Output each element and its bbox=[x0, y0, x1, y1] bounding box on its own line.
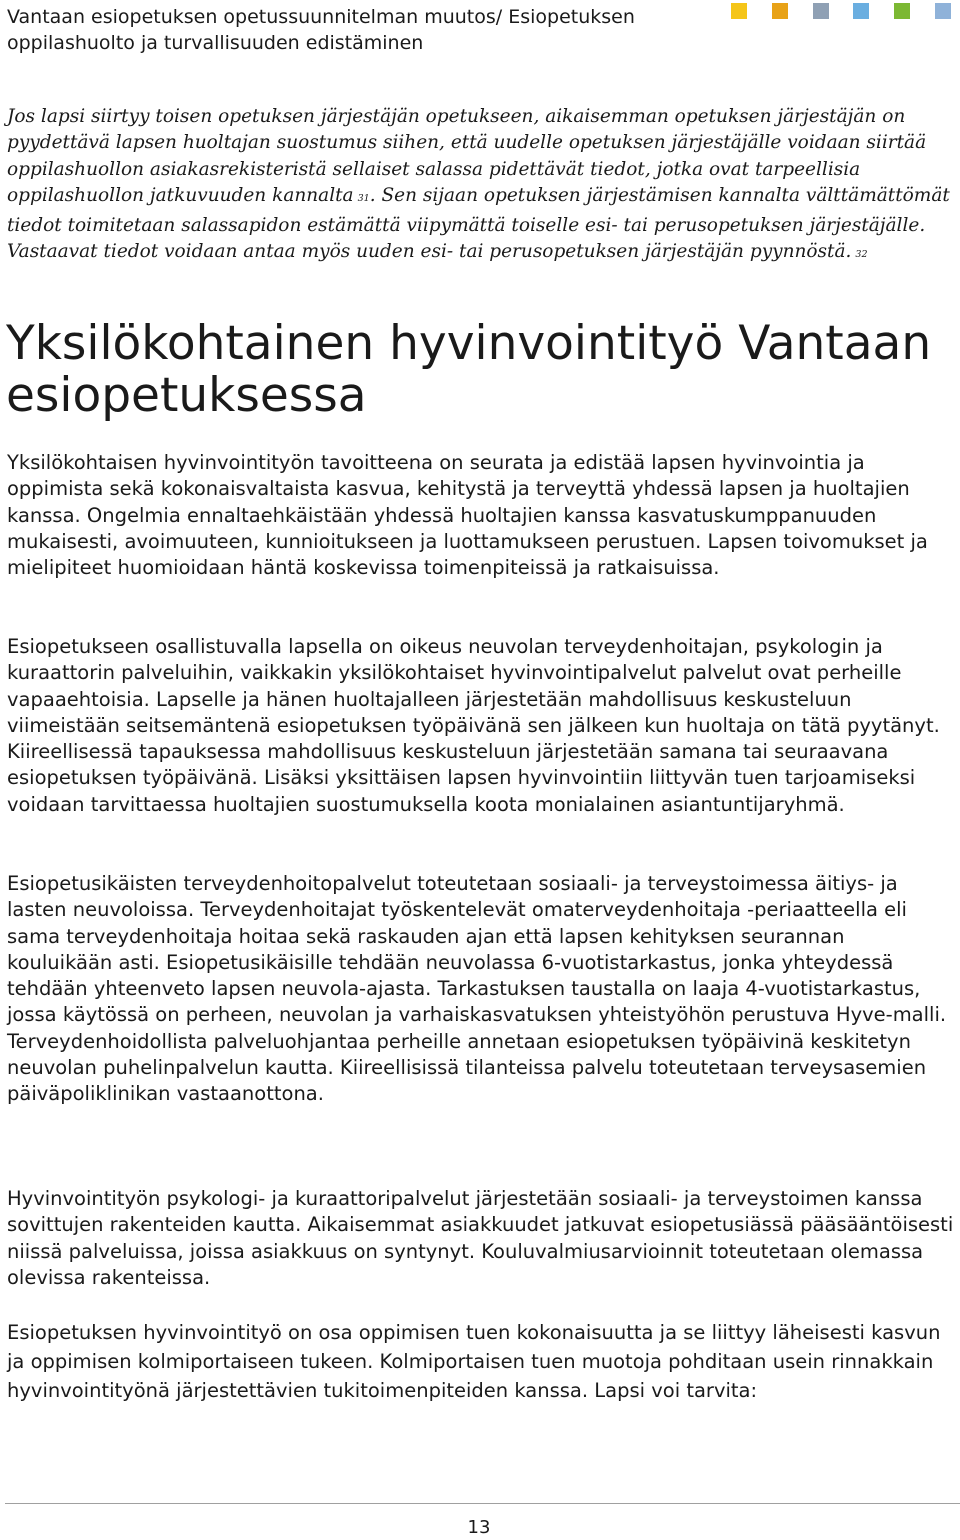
color-square-2 bbox=[772, 3, 788, 19]
intro-text-part-2: . Sen sijaan opetuksen järjestämisen kannalta välttämättömät tiedot toimitetaan salassapidon estämättä viipymättä toiselle esi- tai perusopetuksen järjestäjälle. Vastaavat tiedot voidaan antaa myös uuden esi- tai perusopetuksen järjestäjän pyynnöstä. bbox=[7, 185, 950, 263]
color-square-4 bbox=[853, 3, 869, 19]
body-paragraph-4: Hyvinvointityön psykologi- ja kuraattoripalvelut järjestetään sosiaali- ja terveystoimen kanssa sovittujen rakenteiden kautta. Aikaisemmat asiakkuudet jatkuvat esiopetusiässä pääsääntöisesti niissä palveluissa, joissa asiakkuus on syntynyt. Kouluvalmiusarvioinnit toteutetaan olemassa olevissa rakenteissa. bbox=[7, 1187, 954, 1289]
color-square-6 bbox=[935, 3, 951, 19]
intro-paragraph bbox=[7, 104, 952, 268]
page-number-text: 13 bbox=[467, 1517, 491, 1538]
footer-divider bbox=[5, 1503, 960, 1504]
color-square-1 bbox=[731, 3, 747, 19]
section-heading: Yksilökohtainen hyvinvointityö Vantaan esiopetuksessa bbox=[6, 316, 932, 423]
document-header-title: Vantaan esiopetuksen opetussuunnitelman muutos/ Esiopetuksen oppilashuolto ja turvallisuuden edistäminen bbox=[7, 6, 635, 54]
page-number bbox=[0, 1517, 960, 1539]
footnote-ref-32: 32 bbox=[855, 249, 868, 261]
color-square-5 bbox=[894, 3, 910, 19]
body-paragraph-2: Esiopetukseen osallistuvalla lapsella on oikeus neuvolan terveydenhoitajan, psykologin ja kuraattorin palveluihin, vaikkakin yksilökohtaiset hyvinvointipalvelut palvelut ovat perheille vapaaehtoisia. Lapselle ja hänen huoltajalleen järjestetään mahdollisuus keskusteluun viimeistään seitsemäntenä esiopetuksen työpäivänä sen jälkeen kun huoltaja on tätä pyytänyt. Kiireellisessä tapauksessa mahdollisuus keskusteluun järjestetään samana tai seuraavana esiopetuksen työpäivänä. Lisäksi yksittäisen lapsen hyvinvointiin liittyvän tuen tarjoamiseksi voidaan tarvittaessa huoltajien suostumuksella koota monialainen asiantuntijaryhmä. bbox=[7, 635, 940, 816]
body-paragraph-3: Esiopetusikäisten terveydenhoitopalvelut toteutetaan sosiaali- ja terveystoimessa äitiys- ja lasten neuvoloissa. Terveydenhoitajat työskentelevät omaterveydenhoitaja -periaatteella eli sama terveydenhoitaja hoitaa sekä raskauden ajan että lapsen kehityksen seurannan kouluikään asti. Esiopetusikäisille tehdään neuvolassa 6-vuotistarkastus, jonka yhteydessä tehdään yhteenveto lapsen neuvola-ajasta. Tarkastuksen taustalla on laaja 4-vuotistarkastus, jossa käytössä on perheen, neuvolan ja varhaiskasvatuksen yhteistyöhön perustuva Hyve-malli. Terveydenhoidollista palveluohjantaa perheille annetaan esiopetuksen työpäivinä keskitetyn neuvolan puhelinpalvelun kautta. Kiireellisissä tilanteissa palvelu toteutetaan terveysasemien päiväpoliklinikan vastaanottona. bbox=[7, 872, 947, 1106]
body-paragraph-1: Yksilökohtaisen hyvinvointityön tavoitteena on seurata ja edistää lapsen hyvinvointia ja oppimista sekä kokonaisvaltaista kasvua, kehitystä ja terveyttä yhdessä lapsen ja huoltajien kanssa. Ongelmia ennaltaehkäistään yhdessä huoltajien kanssa kasvatuskumppanuuden mukaisesti, avoimuuteen, kunnioitukseen ja luottamukseen perustuen. Lapsen toivomukset ja mielipiteet huomioidaan häntä koskevissa toimenpiteissä ja ratkaisuissa. bbox=[7, 451, 928, 580]
intro-text-part-1: Jos lapsi siirtyy toisen opetuksen järjestäjän opetukseen, aikaisemman opetuksen järjestäjän on pyydettävä lapsen huoltajan suostumus siihen, että uudelle opetuksen järjestäjälle voidaan siirtää oppilashuollon asiakasrekisteristä sellaiset salassa pidettävät tiedot, jotka ovat tarpeellisia oppilashuollon jatkuvuuden kannalta bbox=[7, 106, 927, 207]
color-square-3 bbox=[813, 3, 829, 19]
footnote-ref-31: 31 bbox=[357, 193, 370, 205]
body-paragraph-5: Esiopetuksen hyvinvointityö on osa oppimisen tuen kokonaisuutta ja se liittyy läheisesti kasvun ja oppimisen kolmiportaiseen tukeen. Kolmiportaisen tuen muotoja pohditaan usein rinnakkain hyvinvointityönä järjestettävien tukitoimenpiteiden kanssa. Lapsi voi tarvita: bbox=[7, 1321, 941, 1402]
